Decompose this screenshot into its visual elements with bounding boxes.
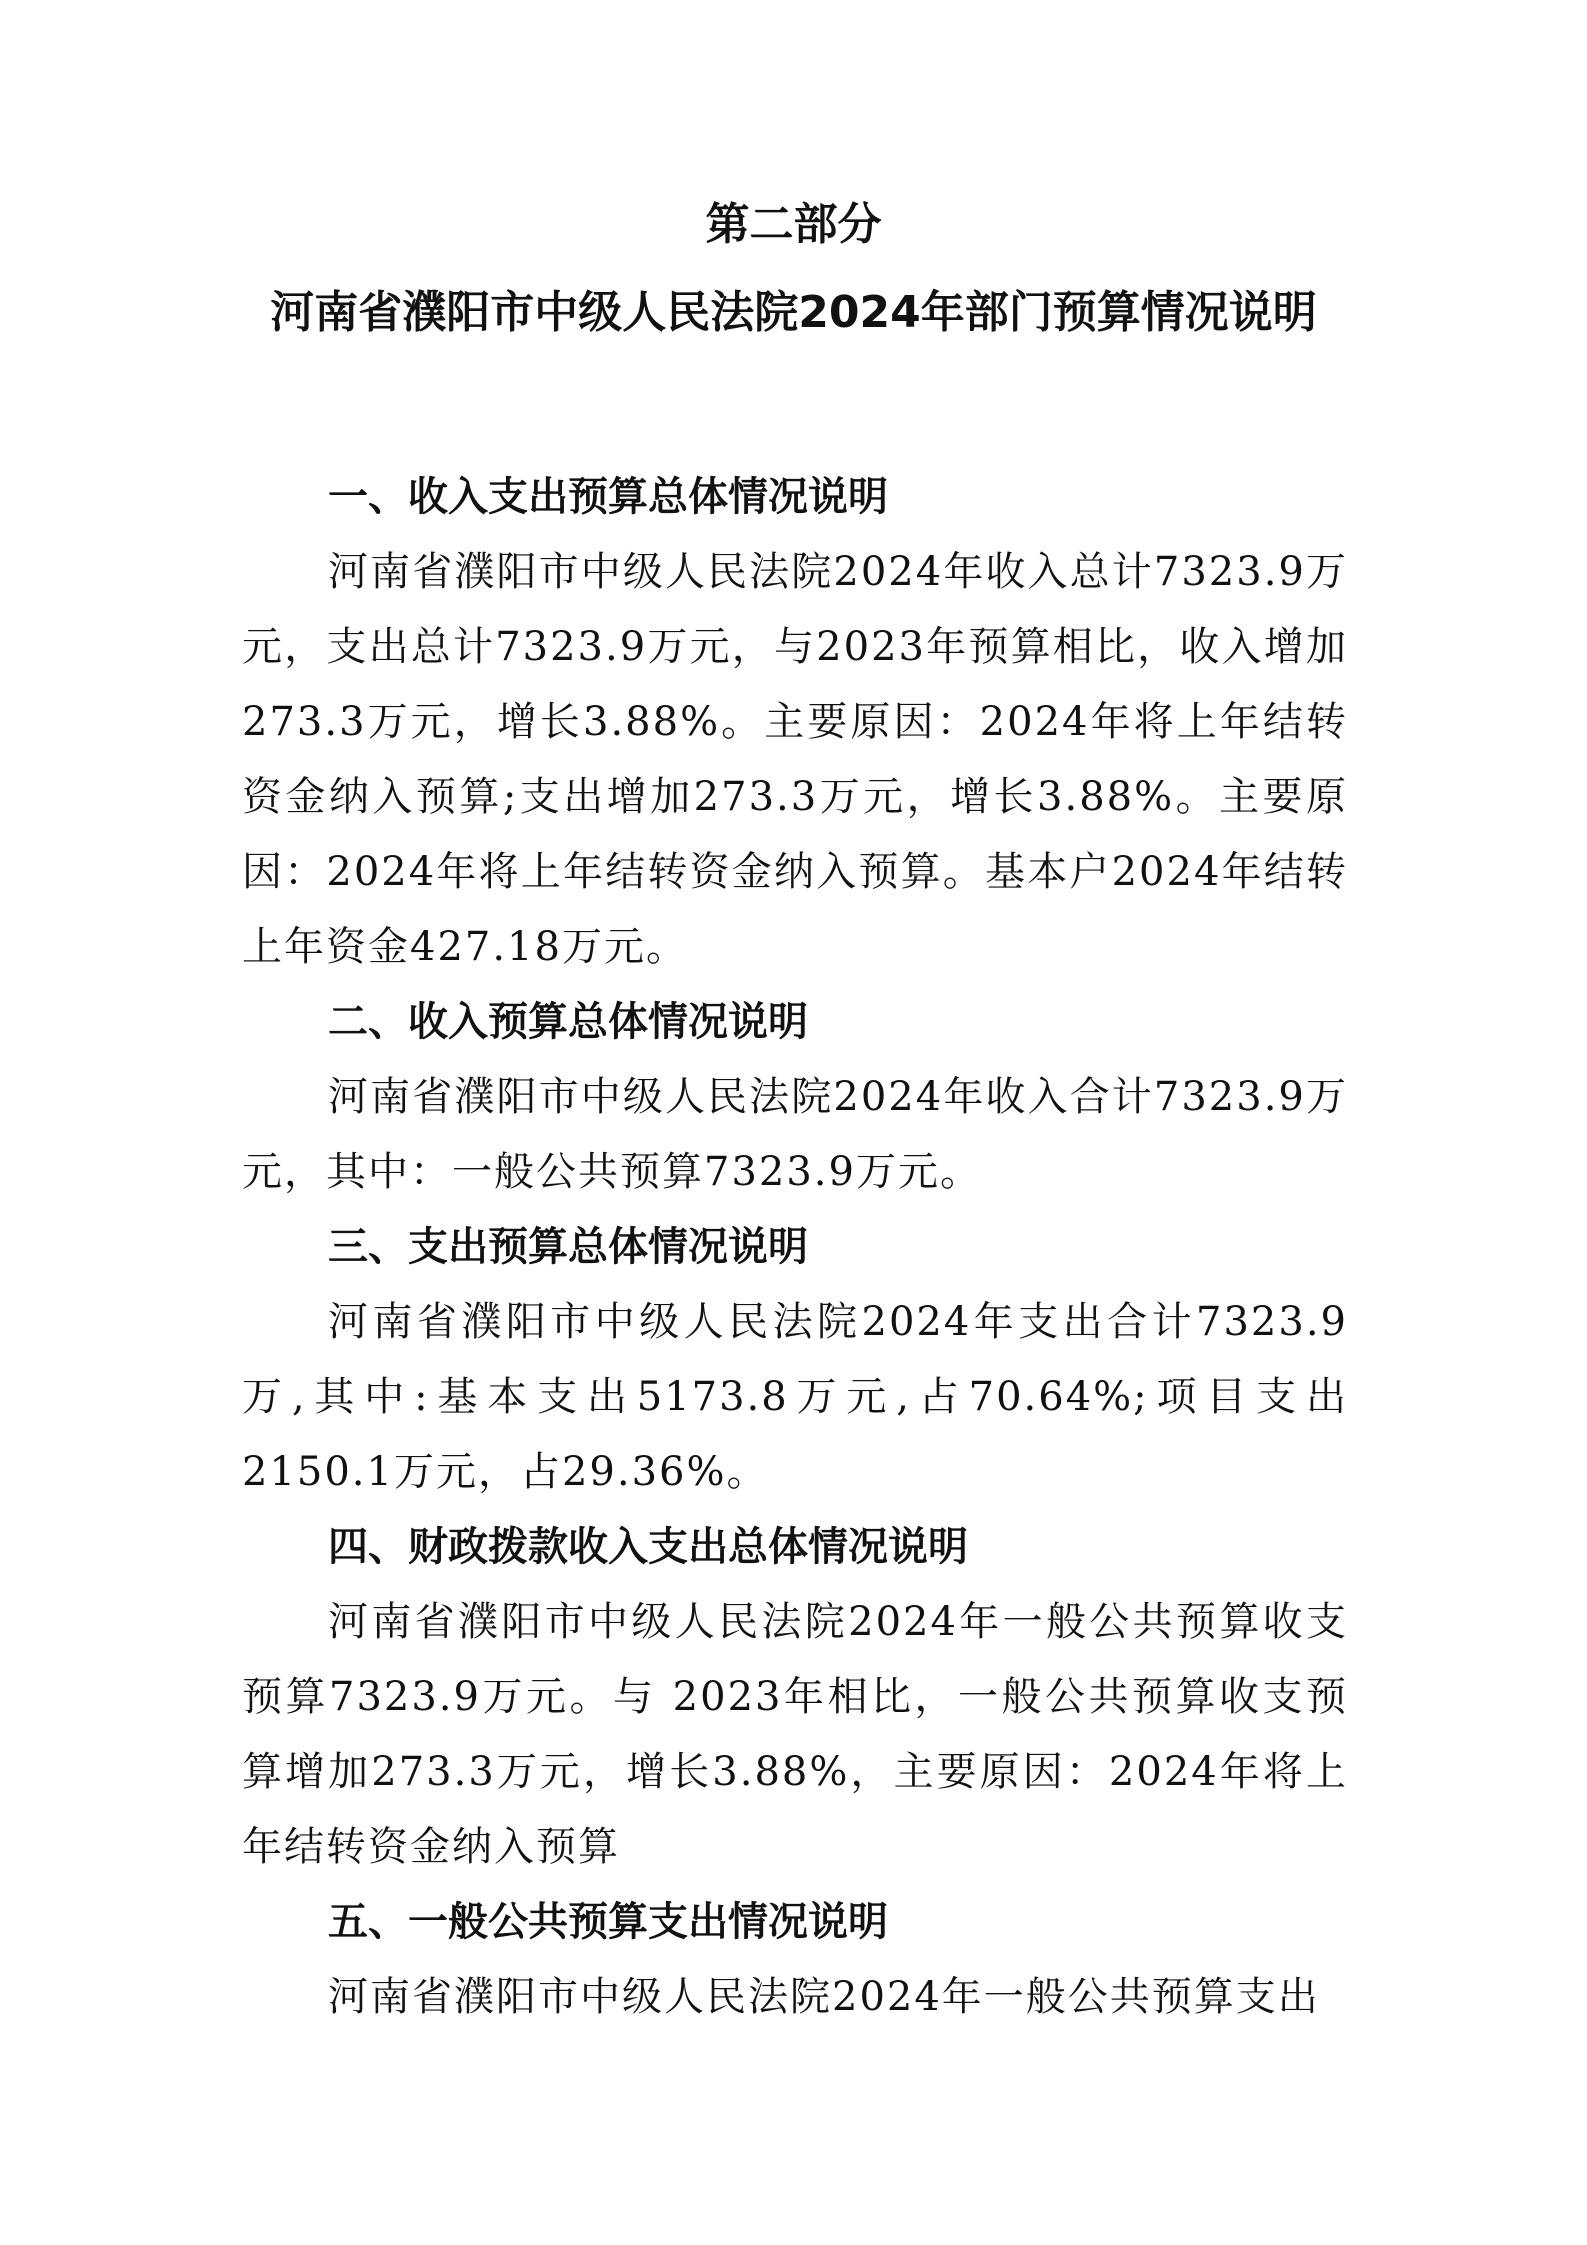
section-paragraph-1: 河南省濮阳市中级人民法院2024年收入总计7323.9万元，支出总计7323.9万元，与2023年预算相比，收入增加273.3万元，增长3.88%。主要原因：2024年将上年结转资金纳入预算;支出增加273.3万元，增长3.88%。主要原因：2024年将上年结转资金纳入预算。基本户2024年结转上年资金427.18万元。	[242, 549, 1348, 970]
section-heading-3: 三、支出预算总体情况说明	[328, 1224, 808, 1270]
section-heading-5: 五、一般公共预算支出情况说明	[328, 1899, 888, 1945]
section-heading-2: 二、收入预算总体情况说明	[328, 999, 808, 1045]
section-heading-1: 一、收入支出预算总体情况说明	[328, 474, 888, 520]
document-body	[242, 460, 1348, 2035]
section-heading-4: 四、财政拨款收入支出总体情况说明	[328, 1524, 968, 1570]
section-paragraph-2: 河南省濮阳市中级人民法院2024年收入合计7323.9万元，其中：一般公共预算7323.9万元。	[242, 1074, 1348, 1195]
document-title: 河南省濮阳市中级人民法院2024年部门预算情况说明	[270, 287, 1317, 338]
section-paragraph-3: 河南省濮阳市中级人民法院2024年支出合计7323.9万,其中:基本支出5173.8万元,占70.64%;项目支出2150.1万元，占29.36%。	[242, 1299, 1348, 1495]
section-paragraph-4: 河南省濮阳市中级人民法院2024年一般公共预算收支预算7323.9万元。与 2023年相比，一般公共预算收支预算增加273.3万元，增长3.88%，主要原因：2024年将上年结转资金纳入预算	[242, 1599, 1348, 1870]
section-paragraph-5: 河南省濮阳市中级人民法院2024年一般公共预算支出	[328, 1974, 1320, 2020]
part-title: 第二部分	[705, 199, 882, 250]
